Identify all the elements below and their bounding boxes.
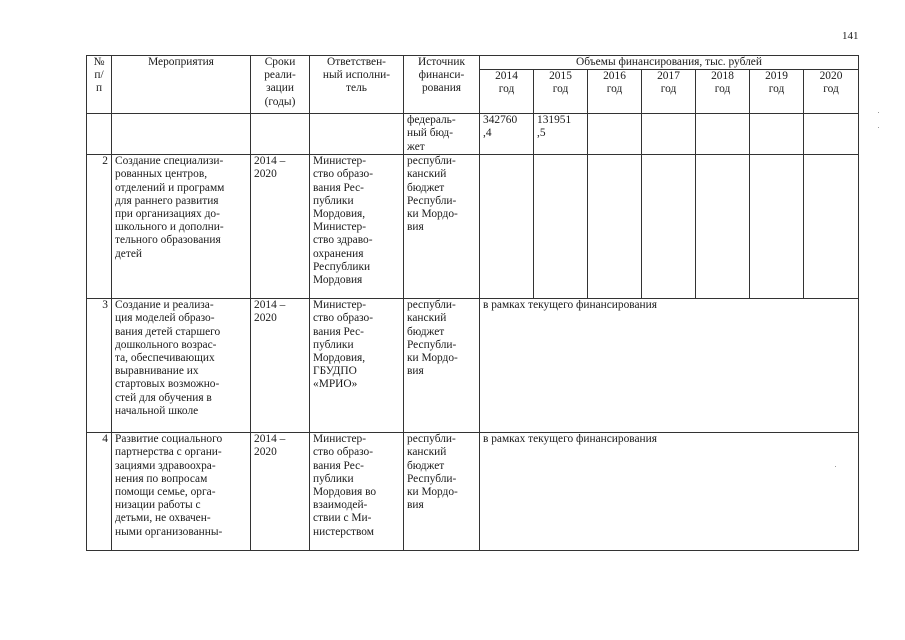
header-year: 2016 год [588,70,642,114]
header-terms: Сроки реали- зации (годы) [251,56,310,114]
row-funding-note: в рамках текущего финансирования [480,299,859,433]
table-row [87,114,859,155]
row-value [588,114,642,155]
header-activity: Мероприятия [112,56,251,114]
row-num: 3 [87,299,112,433]
row-value [696,114,750,155]
table-row [87,299,859,433]
row-executor: Министер- ство образо- вания Рес- публики Мордовия, ГБУДПО «МРИО» [310,299,404,433]
table-row [87,433,859,551]
row-source: республи- канский бюджет Республи- ки Мордо- вия [404,299,480,433]
header-year: 2015 год [534,70,588,114]
header-year: 2018 год [696,70,750,114]
row-value [804,114,859,155]
row-executor [310,114,404,155]
row-activity: Развитие социального партнерства с органи- зациями здравоохра- нения по вопросам помощи семье, орга- низации работы с детьми, не охвачен- ными организованны- [112,433,251,551]
header-executor: Ответствен- ный исполни- тель [310,56,404,114]
row-value: 131951 ,5 [534,114,588,155]
row-value [642,114,696,155]
header-funding: Объемы финансирования, тыс. рублей [480,56,859,70]
row-executor: Министер- ство образо- вания Рес- публики Мордовия во взаимодей- ствии с Ми- нистерством [310,433,404,551]
row-terms: 2014 – 2020 [251,433,310,551]
row-value [480,155,534,299]
row-source: республи- канский бюджет Республи- ки Мордо- вия [404,155,480,299]
row-num: 2 [87,155,112,299]
scan-artifact [878,127,879,128]
row-activity: Создание специализи- рованных центров, отделений и программ для раннего развития при организациях до- школьного и дополни- тельного образования детей [112,155,251,299]
header-year: 2020 год [804,70,859,114]
row-terms: 2014 – 2020 [251,155,310,299]
row-value [750,114,804,155]
row-source: федераль- ный бюд- жет [404,114,480,155]
header-year: 2019 год [750,70,804,114]
header-num: № п/ п [87,56,112,114]
row-value [534,155,588,299]
row-value [588,155,642,299]
header-row [87,56,859,70]
row-source: республи- канский бюджет Республи- ки Мордо- вия [404,433,480,551]
page-number: 141 [842,30,859,42]
row-activity [112,114,251,155]
row-terms [251,114,310,155]
row-funding-note: в рамках текущего финансирования [480,433,859,551]
row-value [696,155,750,299]
table-row [87,155,859,299]
row-value [804,155,859,299]
row-num: 4 [87,433,112,551]
financing-table [86,55,859,551]
scan-artifact [878,112,879,113]
header-year: 2017 год [642,70,696,114]
row-activity: Создание и реализа- ция моделей образо- вания детей старшего дошкольного возрас- та, обеспечивающих выравнивание их стартовых возможно- стей для обучения в начальной школе [112,299,251,433]
header-source: Источник финанси- рования [404,56,480,114]
header-year: 2014 год [480,70,534,114]
row-value: 342760 ,4 [480,114,534,155]
row-executor: Министер- ство образо- вания Рес- публики Мордовия, Министер- ство здраво- охранения Республики Мордовия [310,155,404,299]
row-value [642,155,696,299]
row-terms: 2014 – 2020 [251,299,310,433]
row-value [750,155,804,299]
row-num [87,114,112,155]
